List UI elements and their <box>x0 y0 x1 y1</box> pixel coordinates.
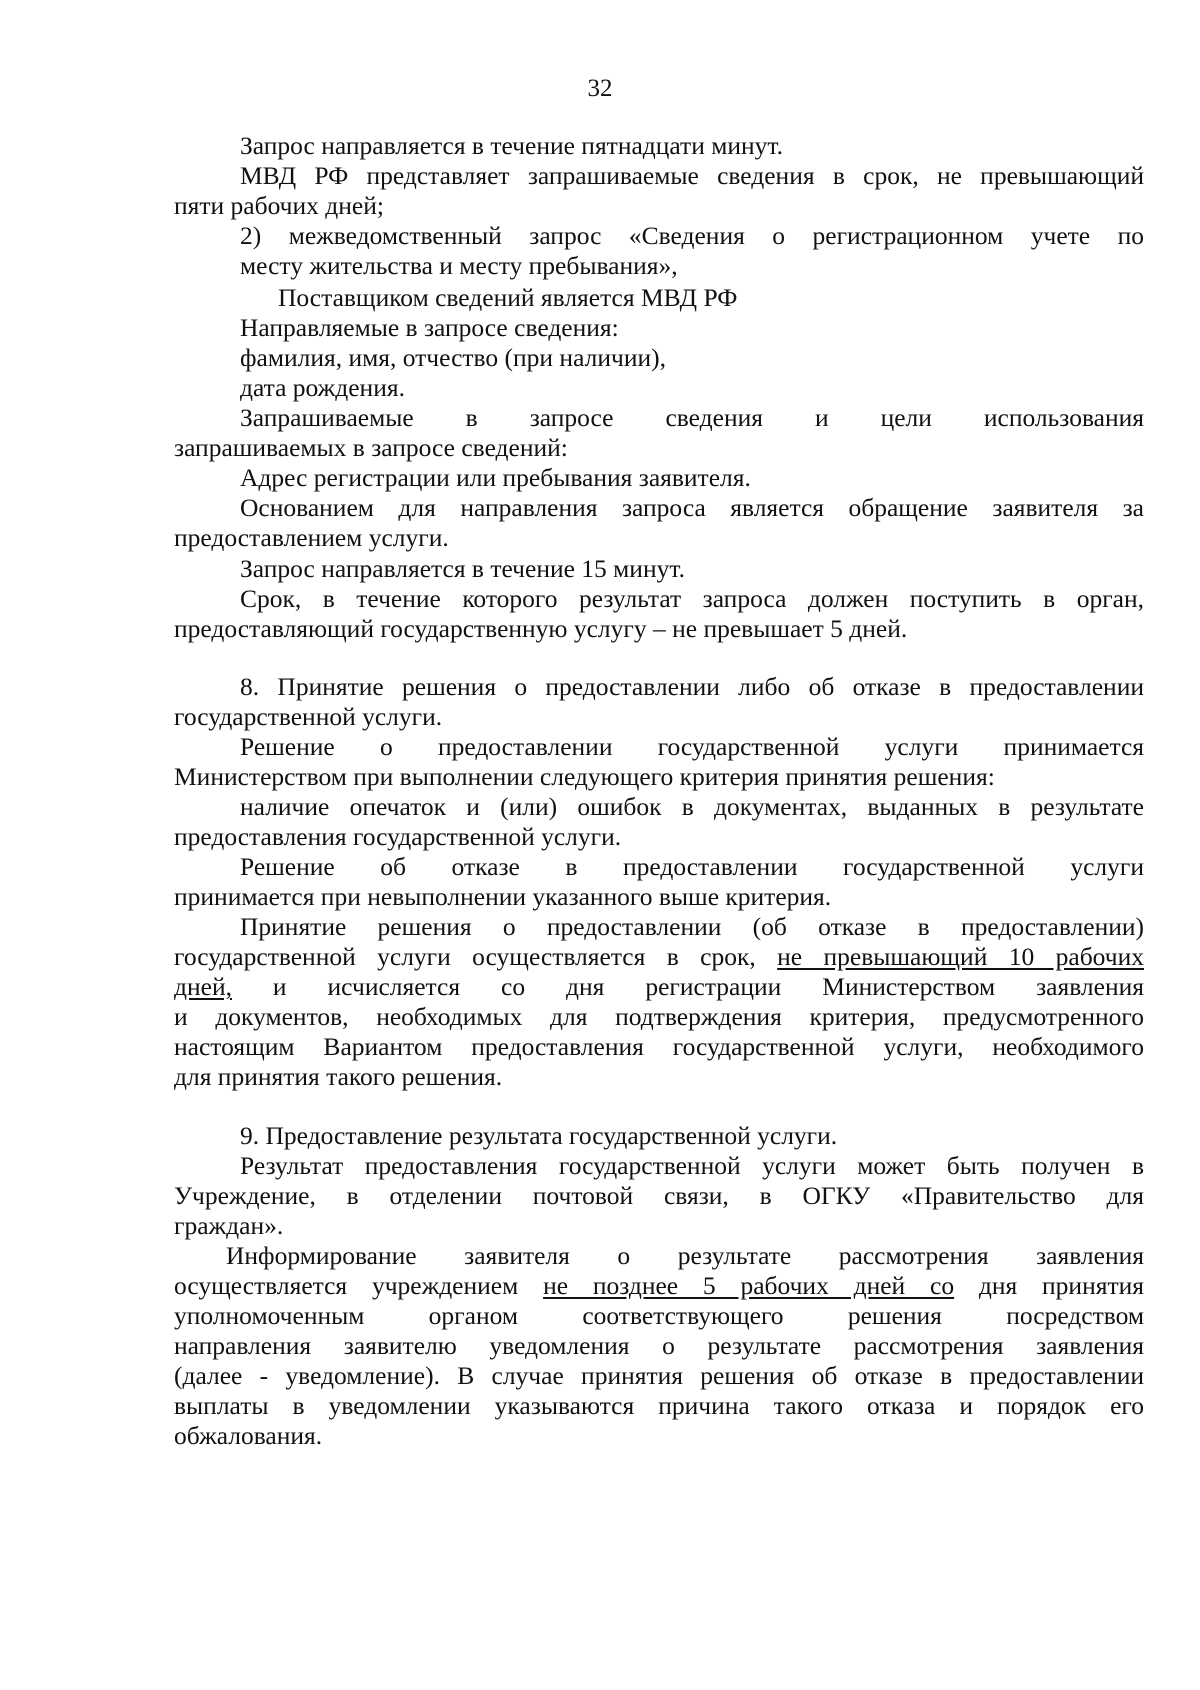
text-line: запрашиваемых в запросе сведений: <box>174 433 568 462</box>
text-line: предоставления государственной услуги. <box>174 822 622 851</box>
text-line: Основанием для направления запроса является обращение заявителя за <box>240 493 1144 522</box>
text-line: для принятия такого решения. <box>174 1062 503 1091</box>
section-heading: 8. Принятие решения о предоставлении либо об отказе в предоставлении <box>240 672 1144 701</box>
text-line: Запрос направляется в течение пятнадцати минут. <box>240 131 784 160</box>
text-line: Направляемые в запросе сведения: <box>240 313 619 342</box>
text-line <box>174 941 1144 973</box>
page-number: 32 <box>587 75 613 102</box>
text-line: Учреждение, в отделении почтовой связи, в ОГКУ «Правительство для <box>174 1181 1144 1210</box>
text-line: принимается при невыполнении указанного выше критерия. <box>174 882 832 911</box>
text-line: Запрашиваемые в запросе сведения и цели использования <box>240 403 1144 432</box>
text-line: Запрос направляется в течение 15 минут. <box>240 554 685 583</box>
text-segment: дня принятия <box>954 1271 1144 1300</box>
text-line: 2) межведомственный запрос «Сведения о регистрационном учете по <box>240 221 1144 250</box>
text-line: дата рождения. <box>240 373 405 402</box>
text-line: обжалования. <box>174 1421 323 1450</box>
text-line: пяти рабочих дней; <box>174 191 384 220</box>
text-line: Результат предоставления государственной услуги может быть получен в <box>240 1151 1144 1180</box>
section-heading: государственной услуги. <box>174 702 443 731</box>
text-line: Поставщиком сведений является МВД РФ <box>278 283 738 312</box>
text-line: уполномоченным органом соответствующего решения посредством <box>174 1301 1144 1330</box>
text-line: Решение об отказе в предоставлении государственной услуги <box>240 852 1144 881</box>
text-line: МВД РФ представляет запрашиваемые сведения в срок, не превышающий <box>240 161 1144 190</box>
text-line: Информирование заявителя о результате рассмотрения заявления <box>226 1241 1144 1270</box>
text-line: и документов, необходимых для подтверждения критерия, предусмотренного <box>174 1002 1144 1031</box>
text-line: Принятие решения о предоставлении (об отказе в предоставлении) <box>240 912 1144 941</box>
text-segment: и исчисляется со дня регистрации Министерством заявления <box>231 972 1144 1001</box>
text-line: предоставляющий государственную услугу – не превышает 5 дней. <box>174 614 908 643</box>
underlined-text: не превышающий 10 рабочих <box>777 942 1144 971</box>
text-line: настоящим Вариантом предоставления государственной услуги, необходимого <box>174 1032 1144 1061</box>
text-line: граждан». <box>174 1211 284 1240</box>
text-line: фамилия, имя, отчество (при наличии), <box>240 343 666 372</box>
underlined-text: не позднее 5 рабочих дней со <box>543 1271 955 1300</box>
text-line: Адрес регистрации или пребывания заявителя. <box>240 463 751 492</box>
text-line: Срок, в течение которого результат запроса должен поступить в орган, <box>240 584 1144 613</box>
text-segment: государственной услуги осуществляется в срок, <box>174 942 778 971</box>
text-line: направления заявителю уведомления о результате рассмотрения заявления <box>174 1331 1144 1360</box>
text-line: Министерством при выполнении следующего критерия принятия решения: <box>174 762 995 791</box>
text-line: предоставлением услуги. <box>174 523 449 552</box>
text-line: (далее - уведомление). В случае принятия решения об отказе в предоставлении <box>174 1361 1144 1390</box>
underlined-text: дней, <box>174 972 232 1001</box>
text-line: месту жительства и месту пребывания», <box>240 251 678 280</box>
section-heading: 9. Предоставление результата государственной услуги. <box>240 1121 838 1150</box>
text-line: Решение о предоставлении государственной услуги принимается <box>240 732 1144 761</box>
text-line: наличие опечаток и (или) ошибок в документах, выданных в результате <box>240 792 1144 821</box>
text-segment: осуществляется учреждением <box>174 1271 544 1300</box>
text-line <box>174 1270 1144 1302</box>
text-line: выплаты в уведомлении указываются причина такого отказа и порядок его <box>174 1391 1144 1420</box>
text-line <box>174 971 1144 1003</box>
